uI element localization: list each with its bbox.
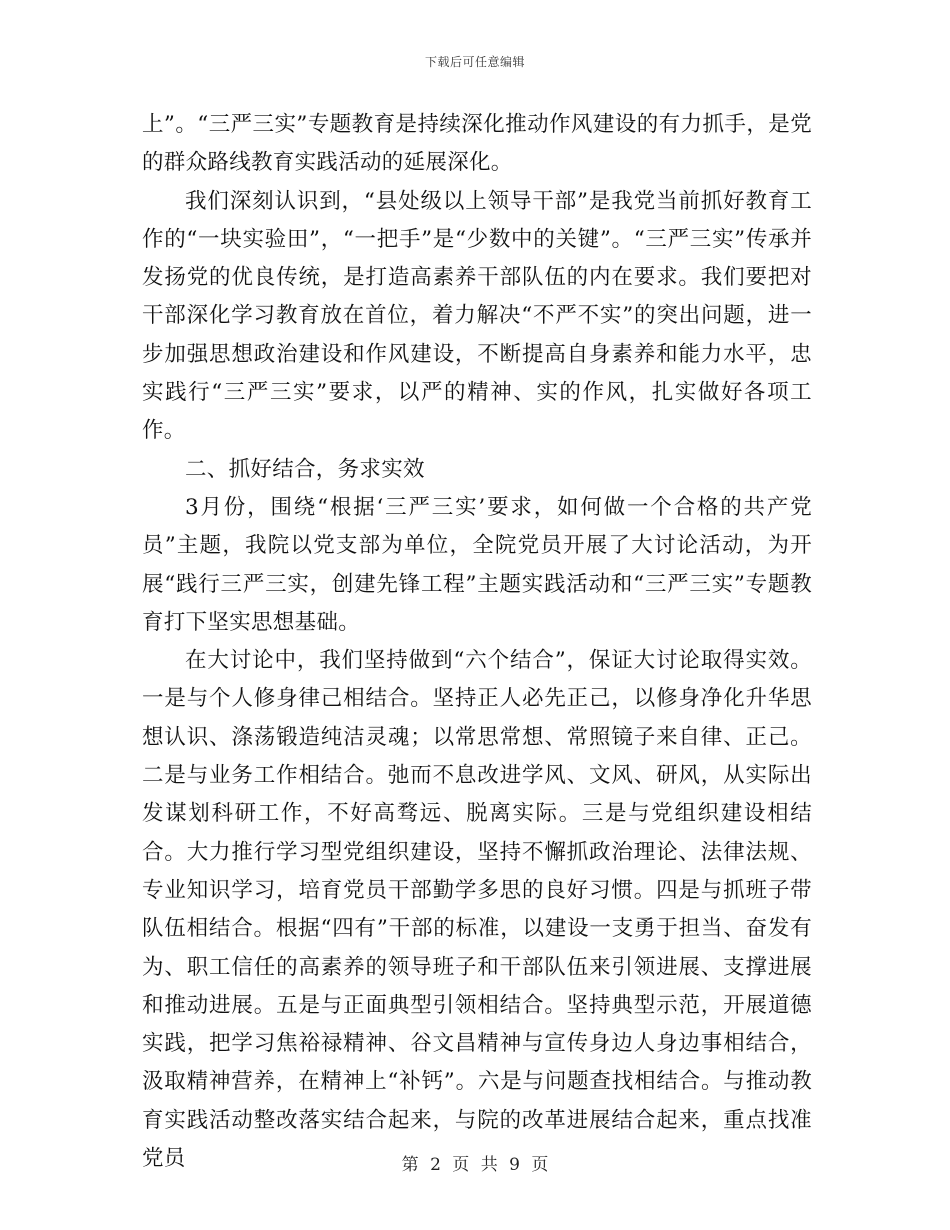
page-header: 下载后可任意编辑 (424, 55, 525, 69)
paragraph-3: 3月份，围绕“根据‘三严三实’要求，如何做一个合格的共产党员”主题，我院以党支部为单位，全院党员开展了大讨论活动，为开展“践行三严三实，创建先锋工程”主题实践活动和“三严三实”专题教育打下坚实思想基础。 (142, 494, 812, 635)
document-body (142, 106, 812, 1178)
paragraph-1: 上”。“三严三实”专题教育是持续深化推动作风建设的有力抓手，是党的群众路线教育实践活动的延展深化。 (142, 112, 812, 176)
section-heading: 二、抓好结合，务求实效 (185, 456, 425, 482)
paragraph-2: 我们深刻认识到，“县处级以上领导干部”是我党当前抓好教育工作的“一块实验田”，“一把手”是“少数中的关键”。“三严三实”传承并发扬党的优良传统，是打造高素养干部队伍的内在要求。我们要把对干部深化学习教育放在首位，着力解决“不严不实”的突出问题，进一步加强思想政治建设和作风建设，不断提高自身素养和能力水平，忠实践行“三严三实”要求，以严的精神、实的作风，扎实做好各项工作。 (142, 188, 812, 444)
page-number-footer: 第 2 页 共 9 页 (401, 1155, 549, 1175)
paragraph-4: 在大讨论中，我们坚持做到“六个结合”，保证大讨论取得实效。一是与个人修身律己相结合。坚持正人必先正己，以修身净化升华思想认识、涤荡锻造纯洁灵魂；以常思常想、常照镜子来自律、正己。二是与业务工作相结合。弛而不息改进学风、文风、研风，从实际出发谋划科研工作，不好高骛远、脱离实际。三是与党组织建设相结合。大力推行学习型党组织建设，坚持不懈抓政治理论、法律法规、专业知识学习，培育党员干部勤学多思的良好习惯。四是与抓班子带队伍相结合。根据“四有”干部的标准，以建设一支勇于担当、奋发有为、职工信任的高素养的领导班子和干部队伍来引领进展、支撑进展和推动进展。五是与正面典型引领相结合。坚持典型示范，开展道德实践，把学习焦裕禄精神、谷文昌精神与宣传身边人身边事相结合，汲取精神营养，在精神上“补钙”。六是与问题查找相结合。与推动教育实践活动整改落实结合起来，与院的改革进展结合起来，重点找准党员 (142, 648, 812, 1172)
